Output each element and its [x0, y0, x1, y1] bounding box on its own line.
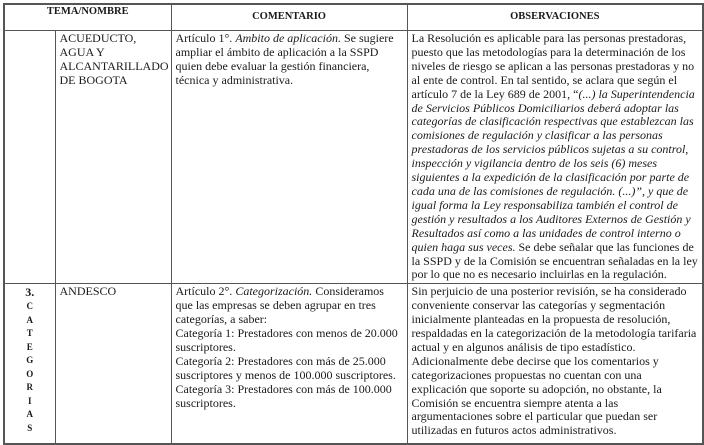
section-letter: E: [26, 341, 33, 352]
article-title: Ambito de aplicación.: [235, 31, 341, 45]
nombre-cell: [55, 284, 171, 445]
section-letter: T: [26, 328, 33, 339]
comment-text: Se sugiere ampliar el ámbito de aplicación a la SSPD quien debe evaluar la gestión financiera, técnica y administrativa.: [175, 31, 394, 87]
article-title: Categorización.: [235, 284, 313, 299]
header-comentario: COMENTARIO: [171, 4, 407, 31]
observation-quote: (...) la Superintendencia de Servicios Públicos Domiciliarios deberá adoptar las categorías de clasificación respectivas que establezcan las comisiones de regulación y clasificar a las personas prestadoras de los servicios públicos sujetas a su control, inspección y vigilancia dentro de los seis (6) meses siguientes a la expedición de la clasificación por parte de cada una de las comisiones de regulación. (...)”, y que de igual forma la Ley responsabiliza también el control de gestión y resultados a los Auditores Externos de Gestión y Resultados así como a las unidades de control interno o quien haga sus veces.: [411, 86, 695, 254]
section-letter: I: [27, 395, 32, 406]
entity-name: ACUEDUCTO, AGUA Y ALCANTARILLADO DE BOGOTA: [59, 31, 169, 87]
section-letter: C: [26, 301, 33, 312]
table-row: [4, 284, 703, 445]
article-number: Artículo 1°.: [175, 31, 233, 45]
header-tema: TEMA/NOMBRE: [4, 4, 171, 31]
section-number: 3.: [25, 285, 35, 300]
section-letter: A: [26, 314, 33, 325]
nombre-cell: [55, 31, 171, 284]
entity-name: ANDESCO: [59, 284, 117, 299]
section-vertical-label: [9, 300, 51, 435]
observation-text: Sin perjuicio de una posterior revisión, se ha considerado conveniente conservar las categorías y segmentación inicialmente planteadas en la propuesta de resolución, respaldadas en la categorización de la metodología tarifaria actual y en algunos análisis de tipo estadístico. Adicionalmente debe decirse que los comentarios y categorizaciones propuestas no cuentan con una explicación que soporte su adopción, no obstante, la Comisión se encuentra siempre atenta a las argumentaciones sobre el particular que puedan ser utilizadas en futuros actos administrativos.: [411, 284, 697, 438]
comment-text: Consideramos que las empresas se deben agrupar en tres categorías, a saber:: [175, 284, 384, 327]
header-observaciones: OBSERVACIONES: [407, 4, 703, 31]
section-letter: R: [26, 382, 33, 393]
section-letter: O: [26, 368, 34, 379]
section-cell: [4, 31, 55, 284]
observation-intro: La Resolución es aplicable para las personas prestadoras, puesto que las metodologías para la determinación de los niveles de riesgo se aplican a las personas prestadoras y no al ente de control. En tal sentido, se aclara que según el artículo 7 de la Ley 689 de 2001, “: [411, 31, 695, 101]
observation-outro: Se debe señalar que las funciones de la SSPD y de la Comisión se encuentran señaladas en la ley por lo que no es necesario incluirlas en la regulación.: [411, 239, 698, 282]
observaciones-cell: [407, 31, 703, 284]
section-letter: S: [27, 422, 33, 433]
comentario-cell: [171, 284, 407, 445]
category-line: Categoría 3: Prestadores con más de 100.000 suscriptores.: [175, 381, 392, 410]
observaciones-cell: [407, 284, 703, 445]
comentario-cell: [171, 31, 407, 284]
comments-table: [3, 3, 704, 445]
table-row: [4, 31, 703, 284]
article-number: Artículo 2°.: [175, 284, 233, 299]
header-row: [4, 4, 703, 31]
section-cell: [4, 284, 55, 445]
section-letter: A: [26, 409, 33, 420]
category-line: Categoría 2: Prestadores con más de 25.000 suscriptores y menos de 100.000 suscriptores.: [175, 353, 396, 382]
category-line: Categoría 1: Prestadores con menos de 20.000 suscriptores.: [175, 326, 398, 354]
section-letter: G: [26, 355, 34, 366]
